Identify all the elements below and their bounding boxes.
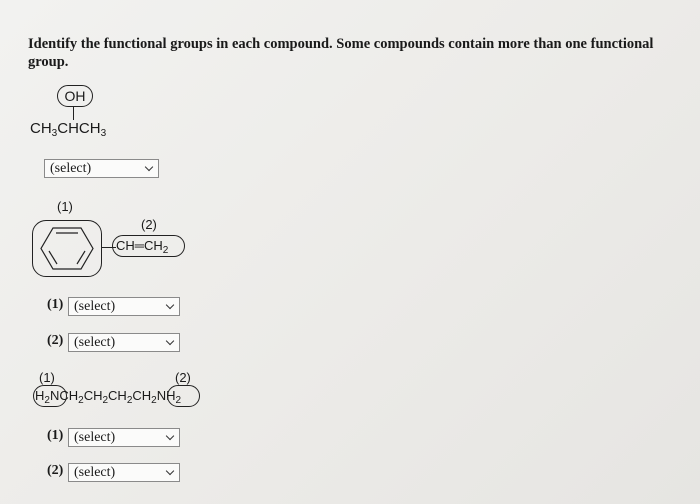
hydroxyl-group-highlight — [57, 85, 93, 107]
select-value: (select) — [50, 161, 92, 176]
chevron-down-icon — [166, 301, 174, 309]
compound2-label-2: (2) — [141, 217, 157, 232]
compound3-row1-label: (1) — [47, 428, 64, 443]
compound3-formula: $H_2NCH_2CH_2CH_2CH_2NH_2$ — [35, 388, 182, 406]
compound3-row2-label: (2) — [47, 463, 64, 478]
alkene-formula: $CH═CH_2$ — [116, 238, 169, 256]
compound2-select-2[interactable] — [68, 333, 180, 352]
chevron-down-icon — [166, 467, 174, 475]
chevron-down-icon — [166, 432, 174, 440]
question-text: Identify the functional groups in each compound. Some compounds contain more than one functional group. — [28, 36, 654, 70]
benzene-ring-icon — [36, 224, 98, 273]
compound3-label-2: (2) — [175, 370, 191, 385]
compound3-select-1[interactable] — [68, 428, 180, 447]
compound2-row2-label: (2) — [47, 333, 64, 348]
compound2-row1-label: (1) — [47, 297, 64, 312]
select-value: (select) — [74, 299, 116, 314]
chevron-down-icon — [145, 163, 153, 171]
oh-bond-line — [73, 106, 74, 120]
oh-label: OH — [64, 88, 86, 104]
compound1-select[interactable] — [44, 159, 159, 178]
compound3-label-1: (1) — [39, 370, 55, 385]
compound2-select-1[interactable] — [68, 297, 180, 316]
select-value: (select) — [74, 465, 116, 480]
select-value: (select) — [74, 335, 116, 350]
compound1-formula: $CH_3CHCH_3$ — [30, 120, 107, 139]
compound3-select-2[interactable] — [68, 463, 180, 482]
select-value: (select) — [74, 430, 116, 445]
compound2-label-1: (1) — [57, 199, 73, 214]
chevron-down-icon — [166, 337, 174, 345]
